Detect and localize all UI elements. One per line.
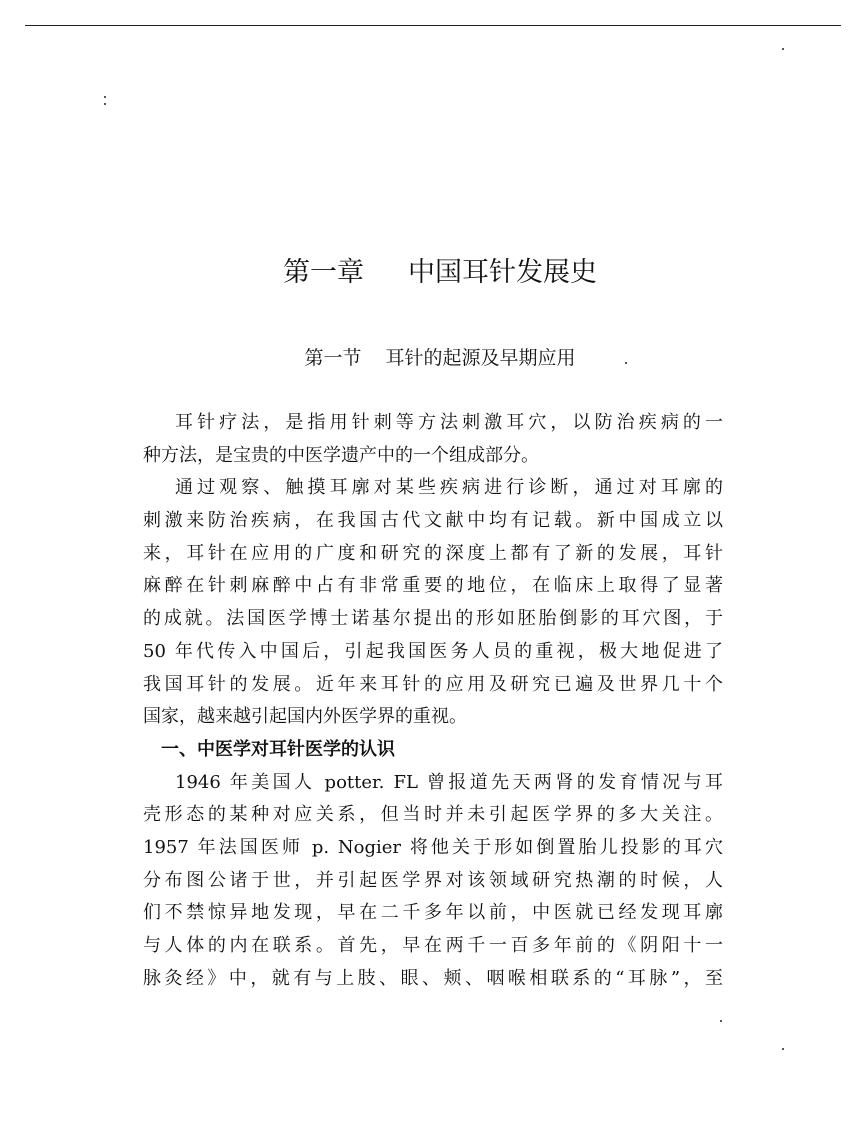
paragraph-line: 种方法，是宝贵的中医学遗产中的一个组成部分。 bbox=[143, 444, 539, 466]
section-number: 第一节 bbox=[304, 347, 362, 369]
paragraph-line: 1957 年法国医师 p. Nogier 将他关于形如倒置胎儿投影的耳穴 bbox=[143, 836, 723, 858]
scan-speck bbox=[625, 362, 627, 364]
paragraph-line: 与人体的内在联系。首先，早在两千一百多年前的《阴阳十一 bbox=[143, 935, 723, 956]
paragraph-line: 耳针疗法，是指用针刺等方法刺激耳穴，以防治疾病的一 bbox=[175, 412, 723, 433]
paragraph-line: 50 年代传入中国后，引起我国医务人员的重视，极大地促进了 bbox=[143, 640, 723, 662]
paragraph-line: 1946 年美国人 potter. FL 曾报道先天两肾的发育情况与耳 bbox=[175, 771, 723, 793]
body-text bbox=[143, 407, 723, 995]
chapter-number: 第一章 bbox=[283, 257, 364, 288]
paragraph-line: 们不禁惊异地发现，早在二千多年以前，中医就已经发现耳廓 bbox=[143, 902, 723, 924]
scan-speck bbox=[782, 1048, 784, 1050]
subsection-heading: 一、中医学对耳针医学的认识 bbox=[161, 738, 395, 760]
paragraph-line: 来，耳针在应用的广度和研究的深度上都有了新的发展，耳针 bbox=[143, 542, 723, 564]
scan-speck bbox=[782, 48, 784, 50]
paragraph-line: 我国耳针的发展。近年来耳针的应用及研究已遍及世界几十个 bbox=[143, 673, 723, 695]
paragraph-line: 国家，越来越引起国内外医学界的重视。 bbox=[143, 706, 467, 728]
header-rule bbox=[25, 25, 841, 26]
section-title bbox=[0, 343, 866, 370]
paragraph-line: 分布图公诸于世，并引起医学界对该领域研究热潮的时候，人 bbox=[143, 869, 723, 891]
scan-speck bbox=[720, 1020, 722, 1022]
scan-speck bbox=[104, 96, 106, 98]
paragraph-line: 通过观察、触摸耳廓对某些疾病进行诊断，通过对耳廓的 bbox=[175, 477, 723, 499]
paragraph-line: 的成就。法国医学博士诺基尔提出的形如胚胎倒影的耳穴图，于 bbox=[143, 608, 723, 630]
paragraph-line: 壳形态的某种对应关系，但当时并未引起医学界的多大关注。 bbox=[143, 804, 723, 826]
chapter-name: 中国耳针发展史 bbox=[408, 257, 597, 288]
paragraph-line: 脉灸经》中，就有与上肢、眼、颊、咽喉相联系的“耳脉”，至 bbox=[143, 967, 723, 989]
chapter-title bbox=[0, 250, 866, 289]
paragraph-line: 麻醉在针刺麻醉中占有非常重要的地位，在临床上取得了显著 bbox=[143, 575, 723, 597]
scan-speck bbox=[104, 103, 106, 105]
paragraph-line: 刺激来防治疾病，在我国古代文献中均有记载。新中国成立以 bbox=[143, 510, 723, 532]
section-name: 耳针的起源及早期应用 bbox=[385, 347, 576, 369]
